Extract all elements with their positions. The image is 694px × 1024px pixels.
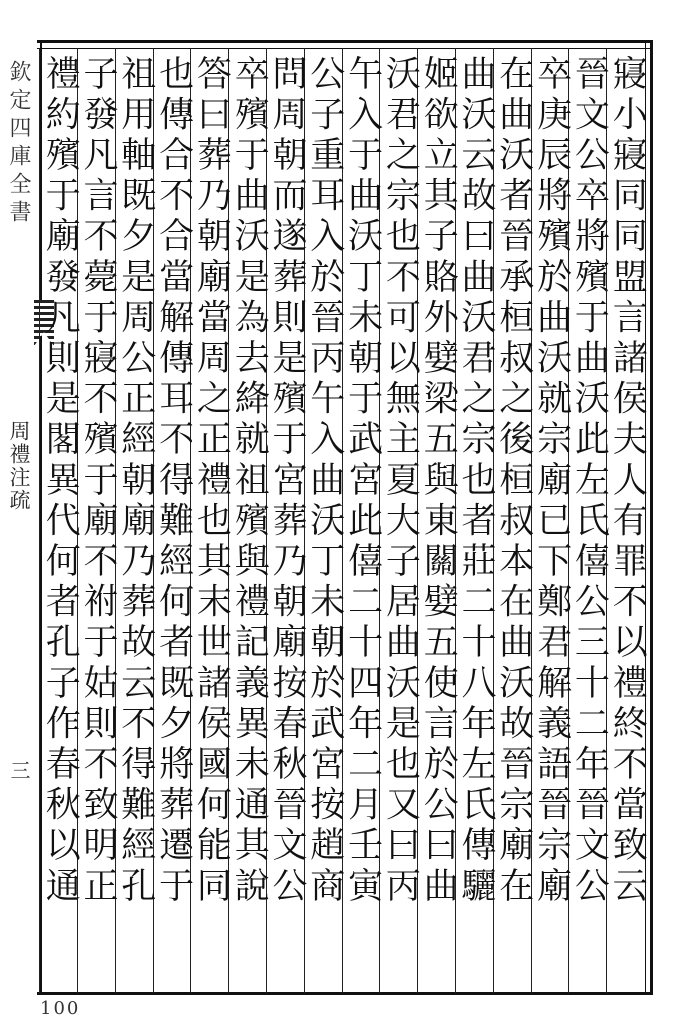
text-column: 曲沃云故曰曲沃君之宗也者莊二十八年左氏傳驪 [456,55,496,908]
text-column: 也傳合不合當解傳耳不得難經何者既夕將葬遷于 [153,55,194,908]
text-column: 午入于曲沃丁未朝于武宮此僖二十四年二月壬寅 [342,55,383,908]
text-column: 卒殯于曲沃是為去絳就祖殯與禮記義異未通其說 [229,55,270,908]
margin-page-marker: 三 [7,760,31,780]
margin-book-title: 欽定四庫全書 [6,60,31,228]
frame-top-rule [37,48,650,49]
text-column: 卒庚辰將殯於曲沃就宗廟已下鄭君解義語晉宗廟 [531,55,572,908]
margin-book-label: 周禮注疏 [7,420,31,512]
text-column: 子發凡言不薨于寢不殯于廟不祔于姑則不致明正 [78,55,118,908]
column-rule [39,48,40,993]
text-column: 姬欲立其子賂外嬖梁五與東關嬖五使言於公曰曲 [418,55,459,908]
text-column: 沃君之宗也不可以無主夏大子居曲沃是也又曰丙 [380,55,421,908]
text-column: 祖用軸既夕是周公正經朝廟乃葬故云不得難經孔 [115,55,156,908]
text-column: 寢小寢同同盟言諸侯夫人有罪不以禮終不當致云 [607,55,648,908]
text-column: 在曲沃者晉承桓叔之後桓叔本在曲沃故晉宗廟在 [493,55,534,908]
page-number: 100 [40,998,81,1019]
text-column: 問周朝而遂葬則是殯于宮葬乃朝廟按春秋晉文公 [267,55,307,908]
text-column: 禮約殯于廟發凡則是閣異代何者孔子作春秋以通 [40,55,81,908]
text-column: 晉文公卒將殯于曲沃此左氏僖公三十二年晉文公 [569,55,610,908]
text-column: 答曰葬乃朝廟當周之正禮也其末世諸侯國何能同 [191,55,232,908]
text-column: 公子重耳入於晉丙午入曲沃丁未朝於武宮按趙商 [304,55,345,908]
